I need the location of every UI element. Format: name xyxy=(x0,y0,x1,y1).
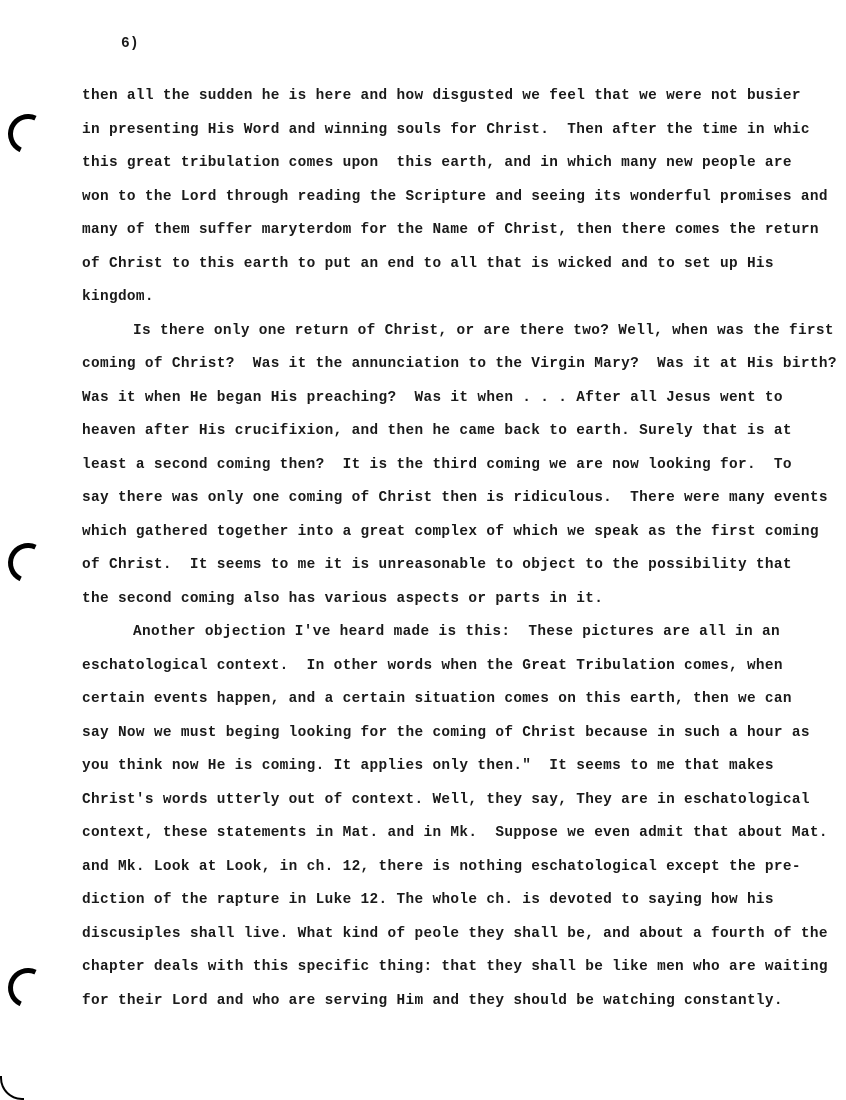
text-line: say Now we must beging looking for the coming of Christ because in such a hour as xyxy=(82,724,810,741)
paragraph-start-line: Another objection I've heard made is this: These pictures are all in an xyxy=(133,624,780,640)
text-line: least a second coming then? It is the third coming we are now looking for. To xyxy=(82,456,792,473)
text-line: coming of Christ? Was it the annunciation to the Virgin Mary? Was it at His birth? xyxy=(82,356,837,372)
text-line: in presenting His Word and winning souls for Christ. Then after the time in whic xyxy=(82,121,810,138)
body-text xyxy=(82,84,837,1022)
punch-hole-top xyxy=(2,108,53,159)
text-line: Christ's words utterly out of context. Well, they say, They are in eschatological xyxy=(82,791,810,808)
text-line: won to the Lord through reading the Scripture and seeing its wonderful promises and xyxy=(82,188,828,205)
text-line: for their Lord and who are serving Him and they should be watching constantly. xyxy=(82,992,783,1009)
text-line: this great tribulation comes upon this earth, and in which many new people are xyxy=(82,155,792,171)
text-line: of Christ to this earth to put an end to all that is wicked and to set up His xyxy=(82,255,774,272)
page-number: 6) xyxy=(121,36,139,52)
text-line: of Christ. It seems to me it is unreasonable to object to the possibility that xyxy=(82,557,792,573)
text-line: Was it when He began His preaching? Was it when . . . After all Jesus went to xyxy=(82,389,783,406)
punch-hole-bottom xyxy=(2,962,53,1013)
text-line: context, these statements in Mat. and in Mk. Suppose we even admit that about Mat. xyxy=(82,825,828,841)
page-corner-mark xyxy=(0,1076,24,1100)
text-line: kingdom. xyxy=(82,289,154,305)
text-line: the second coming also has various aspects or parts in it. xyxy=(82,590,604,607)
text-line: heaven after His crucifixion, and then he came back to earth. Surely that is at xyxy=(82,423,792,439)
text-line: many of them suffer maryterdom for the Name of Christ, then there comes the return xyxy=(82,222,819,238)
text-line: discusiples shall live. What kind of peole they shall be, and about a fourth of the xyxy=(82,925,828,942)
text-line: eschatological context. In other words when the Great Tribulation comes, when xyxy=(82,657,783,674)
paragraph-start-line: Is there only one return of Christ, or are there two? Well, when was the first xyxy=(133,322,834,339)
text-line: certain events happen, and a certain situation comes on this earth, then we can xyxy=(82,691,792,707)
text-line: you think now He is coming. It applies only then." It seems to me that makes xyxy=(82,758,774,774)
text-line: then all the sudden he is here and how disgusted we feel that we were not busier xyxy=(82,88,801,104)
punch-hole-middle xyxy=(2,537,53,588)
text-line: which gathered together into a great complex of which we speak as the first coming xyxy=(82,523,819,540)
text-line: say there was only one coming of Christ then is ridiculous. There were many events xyxy=(82,490,828,506)
text-line: diction of the rapture in Luke 12. The whole ch. is devoted to saying how his xyxy=(82,892,774,908)
text-line: chapter deals with this specific thing: that they shall be like men who are waiting xyxy=(82,959,828,975)
text-line: and Mk. Look at Look, in ch. 12, there is nothing eschatological except the pre- xyxy=(82,858,801,875)
